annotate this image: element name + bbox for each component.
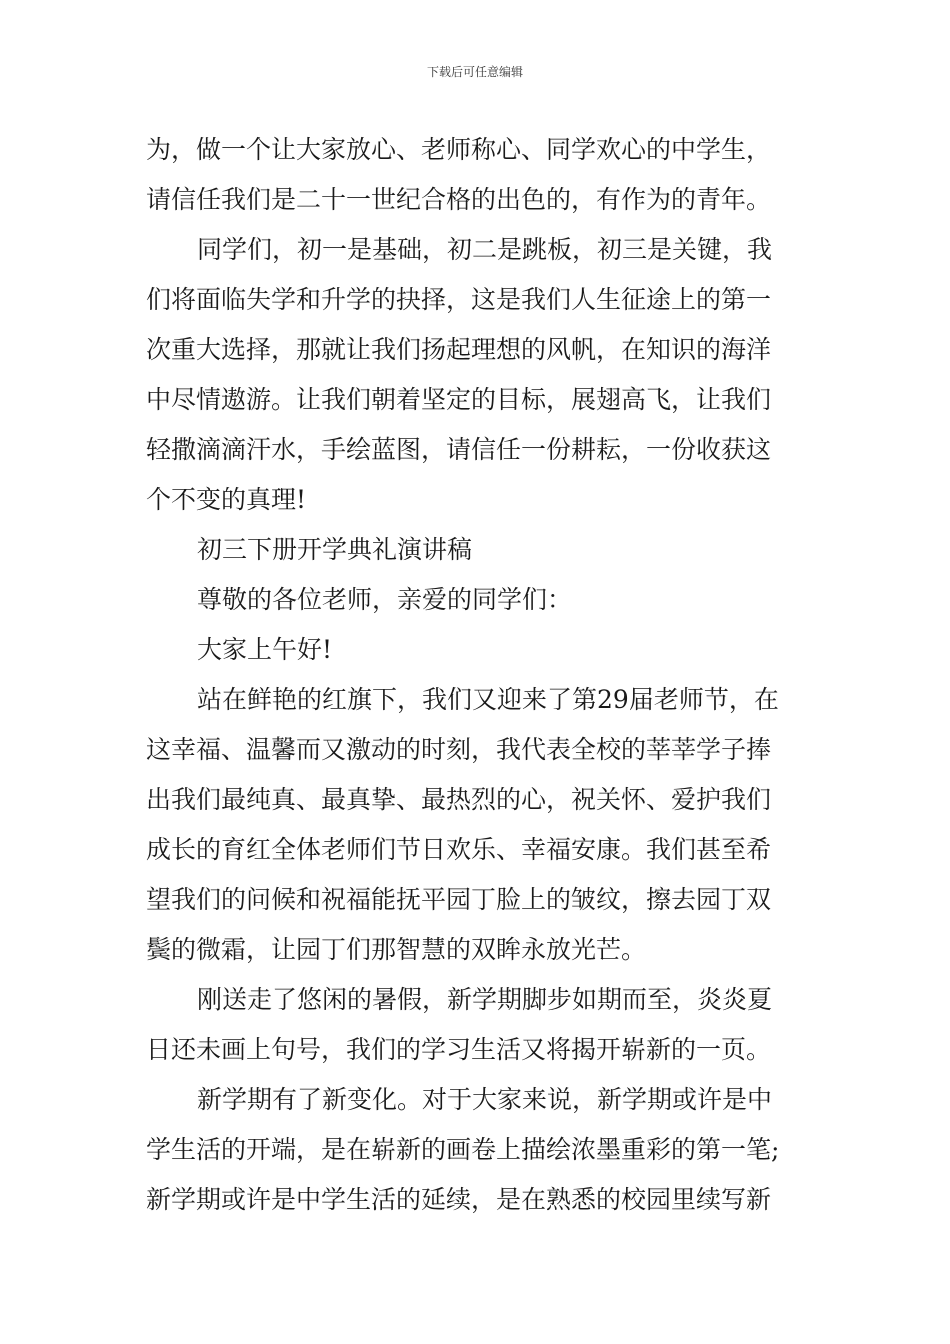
text-line: 成长的育红全体老师们节日欢乐、幸福安康。我们甚至希 xyxy=(146,835,772,864)
text-line: 们将面临失学和升学的抉择，这是我们人生征途上的第一 xyxy=(146,285,772,314)
text-line: 同学们，初一是基础，初二是跳板，初三是关键，我 xyxy=(197,235,773,264)
text-line: 新学期有了新变化。对于大家来说，新学期或许是中 xyxy=(197,1085,773,1114)
text-line: 次重大选择，那就让我们扬起理想的风帆，在知识的海洋 xyxy=(146,335,772,364)
text-line: 新学期或许是中学生活的延续，是在熟悉的校园里续写新 xyxy=(146,1185,772,1214)
text-line: 个不变的真理! xyxy=(146,485,307,514)
text-line: 望我们的问候和祝福能抚平园丁脸上的皱纹，擦去园丁双 xyxy=(146,885,772,914)
text-line: 鬓的微霜，让园丁们那智慧的双眸永放光芒。 xyxy=(146,935,647,964)
text-line: 站在鲜艳的红旗下，我们又迎来了第29届老师节，在 xyxy=(197,685,779,714)
text-line: 刚送走了悠闲的暑假，新学期脚步如期而至，炎炎夏 xyxy=(197,985,773,1014)
text-line: 轻撒滴滴汗水，手绘蓝图，请信任一份耕耘，一份收获这 xyxy=(146,435,772,464)
page-header-note: 下载后可任意编辑 xyxy=(426,65,523,79)
text-line: 日还未画上句号，我们的学习生活又将揭开崭新的一页。 xyxy=(146,1035,772,1064)
salutation: 尊敬的各位老师，亲爱的同学们： xyxy=(197,585,573,614)
text-line: 学生活的开端，是在崭新的画卷上描绘浓墨重彩的第一笔; xyxy=(146,1135,780,1164)
greeting: 大家上午好! xyxy=(197,635,333,664)
text-line: 出我们最纯真、最真挚、最热烈的心，祝关怀、爱护我们 xyxy=(146,785,772,814)
text-line: 请信任我们是二十一世纪合格的出色的，有作为的青年。 xyxy=(146,185,772,214)
text-line: 为，做一个让大家放心、老师称心、同学欢心的中学生， xyxy=(146,135,772,164)
document-body xyxy=(146,125,808,1225)
text-line: 这幸福、温馨而又激动的时刻，我代表全校的莘莘学子捧 xyxy=(146,735,772,764)
text-line: 中尽情遨游。让我们朝着坚定的目标，展翅高飞，让我们 xyxy=(146,385,772,414)
section-title: 初三下册开学典礼演讲稿 xyxy=(197,535,473,564)
